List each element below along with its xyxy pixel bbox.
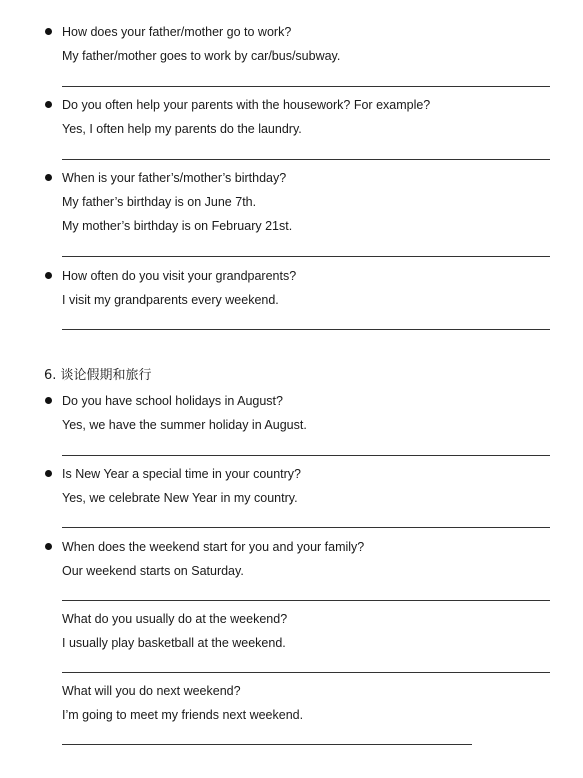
bullet-icon	[45, 543, 52, 550]
answer-text: I’m going to meet my friends next weekend.	[62, 708, 304, 722]
answer-text: My father’s birthday is on June 7th.	[62, 195, 257, 209]
question-text: What do you usually do at the weekend?	[62, 612, 288, 626]
answer-line	[62, 159, 550, 160]
answer-line	[62, 672, 550, 673]
answer-line	[62, 600, 550, 601]
answer-line	[62, 527, 550, 528]
answer-text: My father/mother goes to work by car/bus/subway.	[62, 49, 341, 63]
question-text: How often do you visit your grandparents?	[62, 269, 297, 283]
answer-line	[62, 455, 550, 456]
question-text: When is your father’s/mother’s birthday?	[62, 171, 287, 185]
question-text: Do you often help your parents with the housework? For example?	[62, 98, 431, 112]
answer-line	[62, 744, 472, 745]
answer-text: My mother’s birthday is on February 21st.	[62, 219, 293, 233]
answer-text: Our weekend starts on Saturday.	[62, 564, 244, 578]
question-text: When does the weekend start for you and your family?	[62, 540, 365, 554]
answer-text: Yes, we have the summer holiday in August.	[62, 418, 307, 432]
bullet-icon	[45, 272, 52, 279]
answer-line	[62, 86, 550, 87]
bullet-icon	[45, 470, 52, 477]
answer-text: I visit my grandparents every weekend.	[62, 293, 279, 307]
question-text: How does your father/mother go to work?	[62, 25, 292, 39]
question-text: Is New Year a special time in your country?	[62, 467, 302, 481]
answer-line	[62, 329, 550, 330]
bullet-icon	[45, 174, 52, 181]
section-title: 6. 谈论假期和旅行	[44, 368, 152, 383]
bullet-icon	[45, 101, 52, 108]
question-text: Do you have school holidays in August?	[62, 394, 283, 408]
answer-line	[62, 256, 550, 257]
answer-text: Yes, I often help my parents do the laundry.	[62, 122, 302, 136]
question-text: What will you do next weekend?	[62, 684, 241, 698]
answer-text: I usually play basketball at the weekend.	[62, 636, 286, 650]
bullet-icon	[45, 397, 52, 404]
bullet-icon	[45, 28, 52, 35]
answer-text: Yes, we celebrate New Year in my country.	[62, 491, 298, 505]
